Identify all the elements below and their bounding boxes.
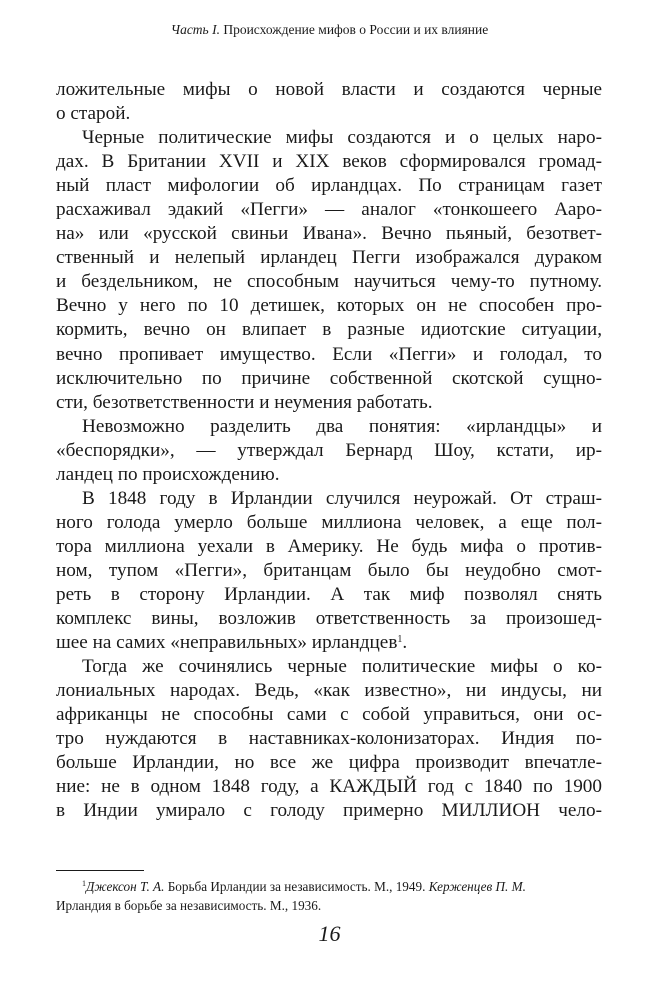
text-line <box>56 463 602 487</box>
text-line <box>56 559 602 583</box>
text-line-content: исключительно по причине собственной скотской сущно- <box>56 367 602 389</box>
text-line-content: о старой. <box>56 103 131 125</box>
text-line <box>56 294 602 318</box>
text-line <box>56 511 602 535</box>
text-line <box>56 487 602 511</box>
text-line-content: Тогда же сочинялись черные политические мифы о ко- <box>82 656 602 678</box>
text-line-content: дах. В Британии XVII и XIX веков сформировался громад- <box>56 151 602 173</box>
footnote-divider <box>56 870 144 871</box>
text-line-content: Невозможно разделить два понятия: «ирландцы» и <box>82 415 602 437</box>
text-line-trailing: . <box>402 632 408 654</box>
text-line-content: тро нуждаются в наставниках-колонизаторах. Индия по- <box>56 728 602 750</box>
text-line <box>56 318 602 342</box>
text-line <box>56 751 602 775</box>
footnote-author-2: Керженцев П. М. <box>428 879 526 894</box>
text-line <box>56 799 602 823</box>
text-line-content: ного голода умерло больше миллиона человек, а еще пол- <box>56 511 602 533</box>
text-line-content: африканцы не способны сами с собой управиться, они ос- <box>56 704 602 726</box>
text-line <box>56 535 602 559</box>
footnote-marker: 1 <box>82 879 86 888</box>
text-line-content: Вечно у него по 10 детишек, которых он не способен про- <box>56 295 602 317</box>
text-line <box>56 174 602 198</box>
text-line-content: ние: не в одном 1848 году, а КАЖДЫЙ год с 1840 по 1900 <box>56 776 602 798</box>
text-line <box>56 343 602 367</box>
text-line-content: расхаживал эдакий «Пегги» — аналог «тонкошеего Ааро- <box>56 199 602 221</box>
page-number: 16 <box>318 921 341 946</box>
footnote-title-1: Борьба Ирландии за независимость. М., 1949. <box>164 879 429 894</box>
text-line <box>56 198 602 222</box>
text-line <box>56 775 602 799</box>
text-line <box>56 126 602 150</box>
text-line-content: ландец по происхождению. <box>56 463 280 485</box>
text-line-content: В 1848 году в Ирландии случился неурожай. От страш- <box>82 487 602 509</box>
text-line <box>56 679 602 703</box>
running-head <box>0 22 659 38</box>
text-line <box>56 78 602 102</box>
footnote-author-1: Джексон Т. А. <box>86 879 165 894</box>
text-line <box>56 150 602 174</box>
text-line <box>56 391 602 415</box>
text-line-content: кормить, вечно он влипает в разные идиотские ситуации, <box>56 319 602 341</box>
text-line-content: вечно пропивает имущество. Если «Пегги» и голодал, то <box>56 343 602 365</box>
text-line-content: лониальных народах. Ведь, «как известно», ни индусы, ни <box>56 680 602 702</box>
text-line <box>56 222 602 246</box>
running-head-part: Часть I. <box>170 22 220 37</box>
text-line-content: тора миллиона уехали в Америку. Не будь мифа о против- <box>56 535 602 557</box>
text-line <box>56 607 602 631</box>
footnote-line-1 <box>56 877 602 896</box>
text-line <box>56 727 602 751</box>
text-line-content: и бездельником, не способным научиться чему-то путному. <box>56 271 602 293</box>
footnote-line-2: Ирландия в борьбе за независимость. М., 1936. <box>56 898 322 913</box>
text-line <box>56 102 602 126</box>
text-line-content: Черные политические мифы создаются и о целых наро- <box>82 127 602 149</box>
text-line-content: ном, тупом «Пегги», британцам было бы неудобно смот- <box>56 559 602 581</box>
footnote <box>56 877 602 915</box>
text-line-content: реть в сторону Ирландии. А так миф позволял снять <box>56 583 602 605</box>
text-line <box>56 703 602 727</box>
text-line <box>56 367 602 391</box>
text-line-content: ный пласт мифологии об ирландцах. По страницам газет <box>56 175 602 197</box>
text-line <box>56 270 602 294</box>
text-line <box>56 415 602 439</box>
text-line <box>56 631 602 655</box>
running-head-title: Происхождение мифов о России и их влияние <box>223 22 489 37</box>
text-line-content: сти, безответственности и неумения работать. <box>56 391 433 413</box>
text-line <box>56 439 602 463</box>
text-line-content: шее на самих «неправильных» ирландцев <box>56 632 398 654</box>
body-text <box>56 78 602 823</box>
text-line <box>56 583 602 607</box>
text-line-content: комплекс вины, возложив ответственность за произошед- <box>56 608 602 630</box>
footnote-reference: 1 <box>397 634 403 646</box>
text-line-content: на» или «русской свиньи Ивана». Вечно пьяный, безответ- <box>56 223 602 245</box>
text-line-content: ственный и нелепый ирландец Пегги изображался дураком <box>56 247 602 269</box>
text-line <box>56 655 602 679</box>
text-line-content: в Индии умирало с голоду примерно МИЛЛИОН чело- <box>56 800 602 822</box>
text-line-content: «беспорядки», — утверждал Бернард Шоу, кстати, ир- <box>56 439 602 461</box>
text-line-content: ложительные мифы о новой власти и создаются черные <box>56 79 602 100</box>
text-line-content: больше Ирландии, но все же цифра производит впечатле- <box>56 752 602 774</box>
text-line <box>56 246 602 270</box>
